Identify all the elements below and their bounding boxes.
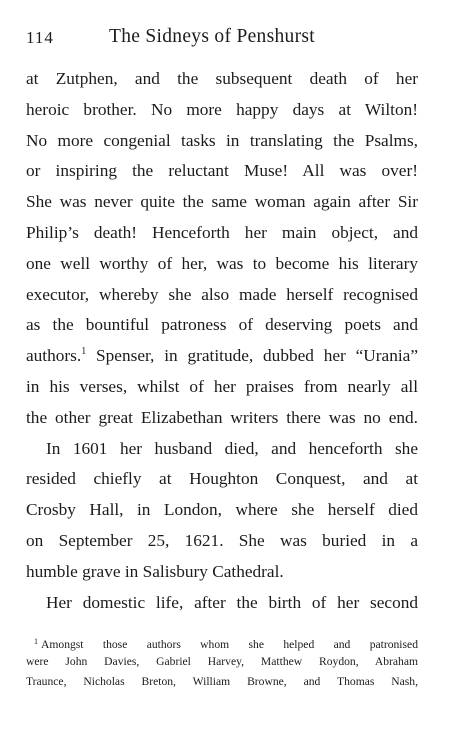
footnote-line: Traunce, Nicholas Breton, William Browne, and Thomas Nash, [26, 675, 418, 688]
text-line: in his verses, whilst of her praises from nearly all [26, 376, 418, 396]
running-title: The Sidneys of Penshurst [109, 26, 315, 47]
body-text [26, 64, 418, 618]
text-line-with-footnote-ref [26, 341, 418, 372]
text-segment: authors. [26, 346, 82, 366]
text-line: She was never quite the same woman again after Sir [26, 192, 418, 212]
footnote-line [26, 632, 418, 652]
footnote-line: were John Davies, Gabriel Harvey, Matthew Roydon, Abraham [26, 655, 418, 668]
footnote-text: Amongst those authors whom she helped and patronised [41, 638, 418, 651]
paragraph-first-line: In 1601 her husband died, and henceforth she [46, 438, 418, 458]
text-line: the other great Elizabethan writers there was no end. [26, 407, 418, 427]
text-line: Philip’s death! Henceforth her main object, and [26, 222, 418, 242]
text-line: executor, whereby she also made herself recognised [26, 284, 418, 304]
text-line: as the bountiful patroness of deserving poets and [26, 315, 418, 335]
text-line: heroic brother. No more happy days at Wilton! [26, 99, 418, 119]
text-line: Crosby Hall, in London, where she herself died [26, 500, 418, 520]
footnote-marker: 1 [34, 637, 38, 646]
footnote [26, 632, 418, 692]
page-number: 114 [26, 28, 54, 47]
text-line: one well worthy of her, was to become his literary [26, 253, 418, 273]
text-line: resided chiefly at Houghton Conquest, and at [26, 469, 418, 489]
footnote-reference: 1 [81, 346, 87, 358]
text-line: at Zutphen, and the subsequent death of her [26, 69, 418, 88]
paragraph-first-line: Her domestic life, after the birth of her second [46, 592, 418, 612]
paragraph-last-line: humble grave in Salisbury Cathedral. [26, 561, 284, 581]
text-line: or inspiring the reluctant Muse! All was over! [26, 161, 418, 181]
text-line: on September 25, 1621. She was buried in a [26, 530, 418, 550]
text-segment: Spenser, in gratitude, dubbed her “Urania” [86, 346, 418, 366]
text-line: No more congenial tasks in translating the Psalms, [26, 130, 418, 150]
page-header [26, 26, 426, 50]
